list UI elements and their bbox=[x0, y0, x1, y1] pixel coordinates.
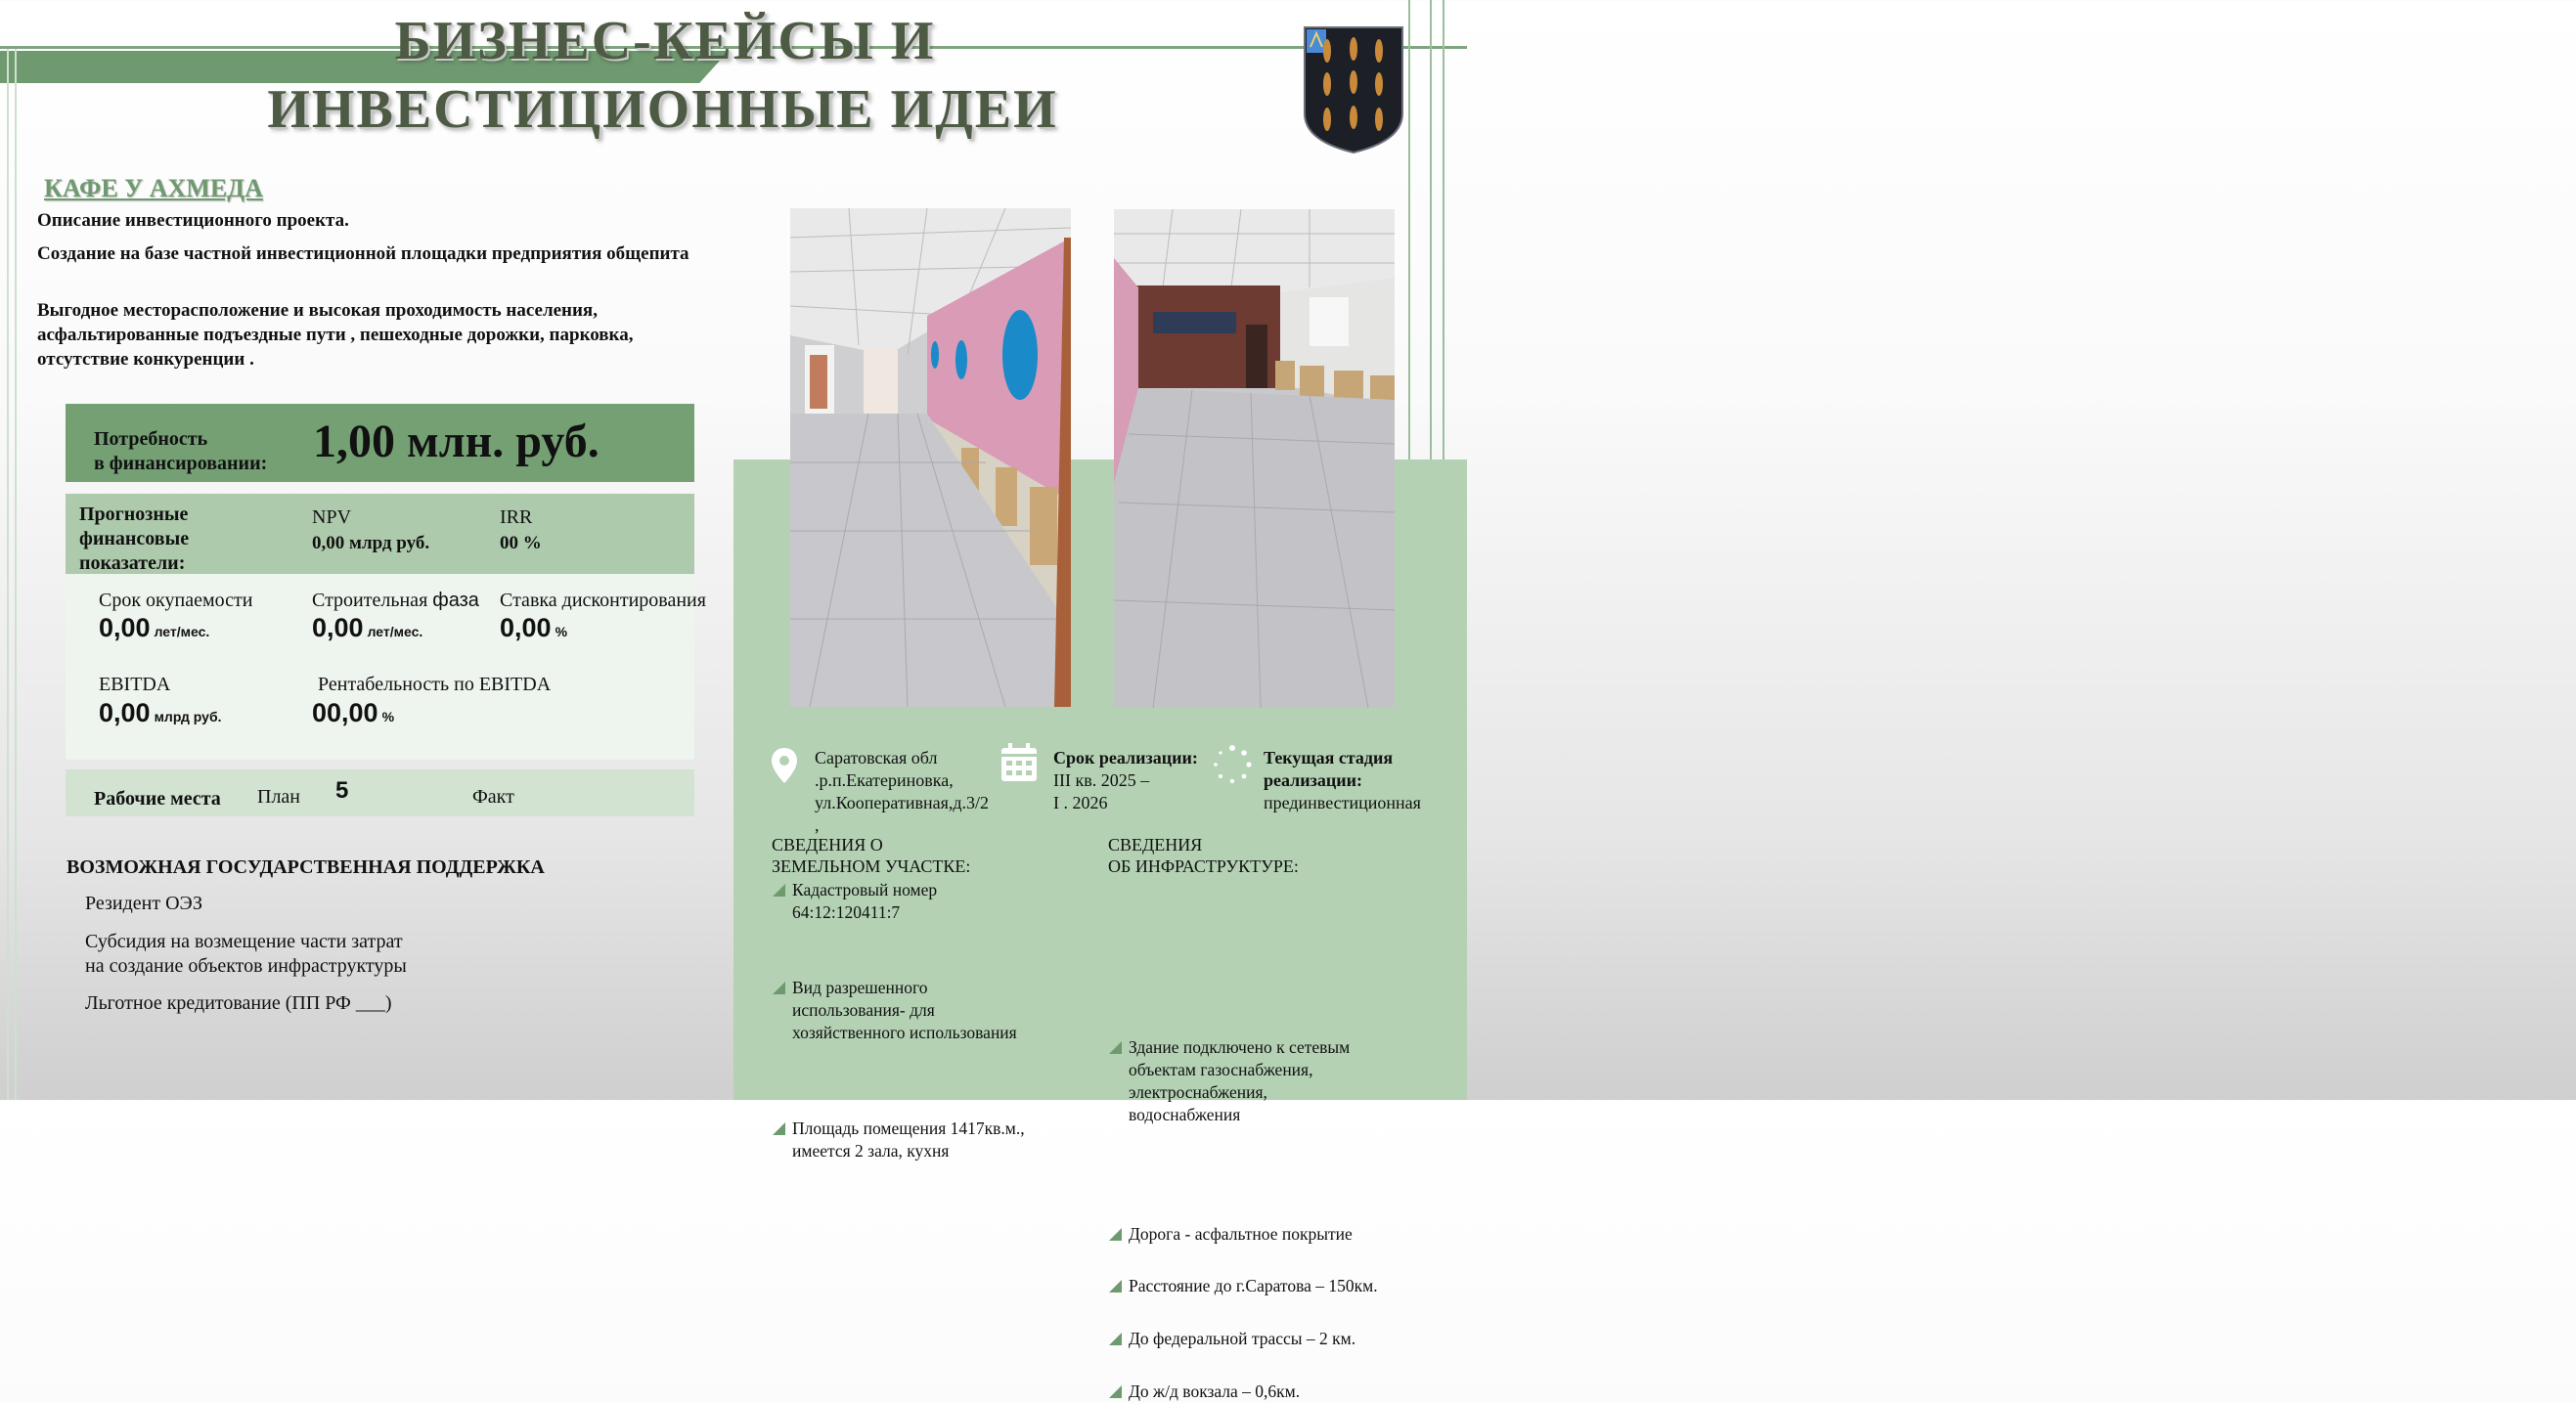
calendar-icon bbox=[1000, 743, 1038, 787]
decor-vline bbox=[15, 49, 17, 1100]
page-title-line-2: ИНВЕСТИЦИОННЫЕ ИДЕИ bbox=[267, 79, 1058, 140]
decor-vline bbox=[1430, 0, 1432, 460]
irr-value: 00 % bbox=[500, 533, 542, 553]
jobs-label: Рабочие места bbox=[94, 788, 221, 810]
npv-label: NPV bbox=[312, 506, 352, 528]
coat-of-arms bbox=[1301, 25, 1406, 154]
photo-hall bbox=[1114, 209, 1395, 708]
project-name: КАФЕ У АХМЕДА bbox=[44, 174, 263, 202]
gov-support-title: ВОЗМОЖНАЯ ГОСУДАРСТВЕННАЯ ПОДДЕРЖКА bbox=[67, 856, 545, 878]
jobs-plan-value: 5 bbox=[335, 777, 349, 804]
infra-item-road: Дорога - асфальтное покрытие bbox=[1109, 1223, 2576, 1246]
infra-item-utilities: Здание подключено к сетевым объектам газоснабжения, электроснабжения, водоснабжения bbox=[1109, 1036, 2576, 1126]
jobs-fact-label: Факт bbox=[472, 786, 514, 808]
timeline-text: Срок реализации: III кв. 2025 – I . 2026 bbox=[1053, 748, 1198, 812]
construction-label: Строительная фаза bbox=[312, 590, 479, 611]
ebitda-label: EBITDA bbox=[99, 674, 171, 695]
page-title-line-1: БИЗНЕС-КЕЙСЫ И bbox=[394, 11, 936, 71]
ebitda-value: 0,00 млрд руб. bbox=[99, 698, 222, 727]
gov-support-item: Резидент ОЭЗ bbox=[85, 893, 202, 914]
photo-corridor bbox=[790, 208, 1071, 707]
location-text: Саратовская обл .р.п.Екатериновка, ул.Кооперативная,д.3/2 , bbox=[815, 748, 990, 835]
irr-label: IRR bbox=[500, 506, 533, 528]
infra-section-title: СВЕДЕНИЯ ОБ ИНФРАСТРУКТУРЕ: bbox=[1108, 835, 1299, 876]
description-heading: Описание инвестиционного проекта. bbox=[37, 210, 349, 231]
gov-support-item: Субсидия на возмещение части затрат на создание объектов инфраструктуры bbox=[85, 931, 407, 977]
land-item-cadastral: Кадастровый номер 64:12:120411:7 bbox=[773, 879, 2240, 924]
payback-value: 0,00 лет/мес. bbox=[99, 613, 210, 642]
description-text-2: Выгодное месторасположение и высокая проходимость населения, асфальтированные подъездные пути , пешеходные дорожки, парковка, отсутствие конкуренции . bbox=[37, 300, 634, 370]
land-item-usage: Вид разрешенного использования- для хозяйственного использования bbox=[773, 977, 2240, 1044]
infra-item-highway: До федеральной трассы – 2 км. bbox=[1109, 1328, 2576, 1350]
financing-need-label: Потребность в финансировании: bbox=[94, 428, 268, 474]
jobs-plan-label: План bbox=[257, 786, 301, 808]
land-item-area: Площадь помещения 1417кв.м., имеется 2 зала, кухня bbox=[773, 1118, 2240, 1162]
decor-vline bbox=[7, 49, 9, 1100]
profitability-value: 00,00 % bbox=[312, 698, 395, 727]
stage-text: Текущая стадия реализации: прединвестиционная bbox=[1264, 748, 1421, 812]
forecast-label: Прогнозные финансовые показатели: bbox=[79, 504, 190, 574]
construction-value: 0,00 лет/мес. bbox=[312, 613, 423, 642]
discount-label: Ставка дисконтирования bbox=[500, 590, 706, 611]
infra-item-saratov: Расстояние до г.Саратова – 150км. bbox=[1109, 1275, 2576, 1297]
description-text-1: Создание на базе частной инвестиционной площадки предприятия общепита bbox=[37, 243, 689, 264]
npv-value: 0,00 млрд руб. bbox=[312, 533, 430, 553]
discount-value: 0,00 % bbox=[500, 613, 568, 642]
profitability-label: Рентабельность по EBITDA bbox=[318, 674, 552, 695]
location-pin-icon bbox=[770, 746, 799, 790]
gov-support-item: Льготное кредитование (ПП РФ ___) bbox=[85, 992, 392, 1014]
land-section-title: СВЕДЕНИЯ О ЗЕМЕЛЬНОМ УЧАСТКЕ: bbox=[772, 835, 971, 876]
infra-item-railway: До ж/д вокзала – 0,6км. bbox=[1109, 1381, 2576, 1403]
payback-label: Срок окупаемости bbox=[99, 590, 253, 611]
loading-spinner-icon bbox=[1213, 745, 1252, 789]
financing-need-value: 1,00 млн. руб. bbox=[313, 416, 600, 467]
decor-vline bbox=[1408, 0, 1410, 460]
decor-vline bbox=[1443, 0, 1444, 460]
